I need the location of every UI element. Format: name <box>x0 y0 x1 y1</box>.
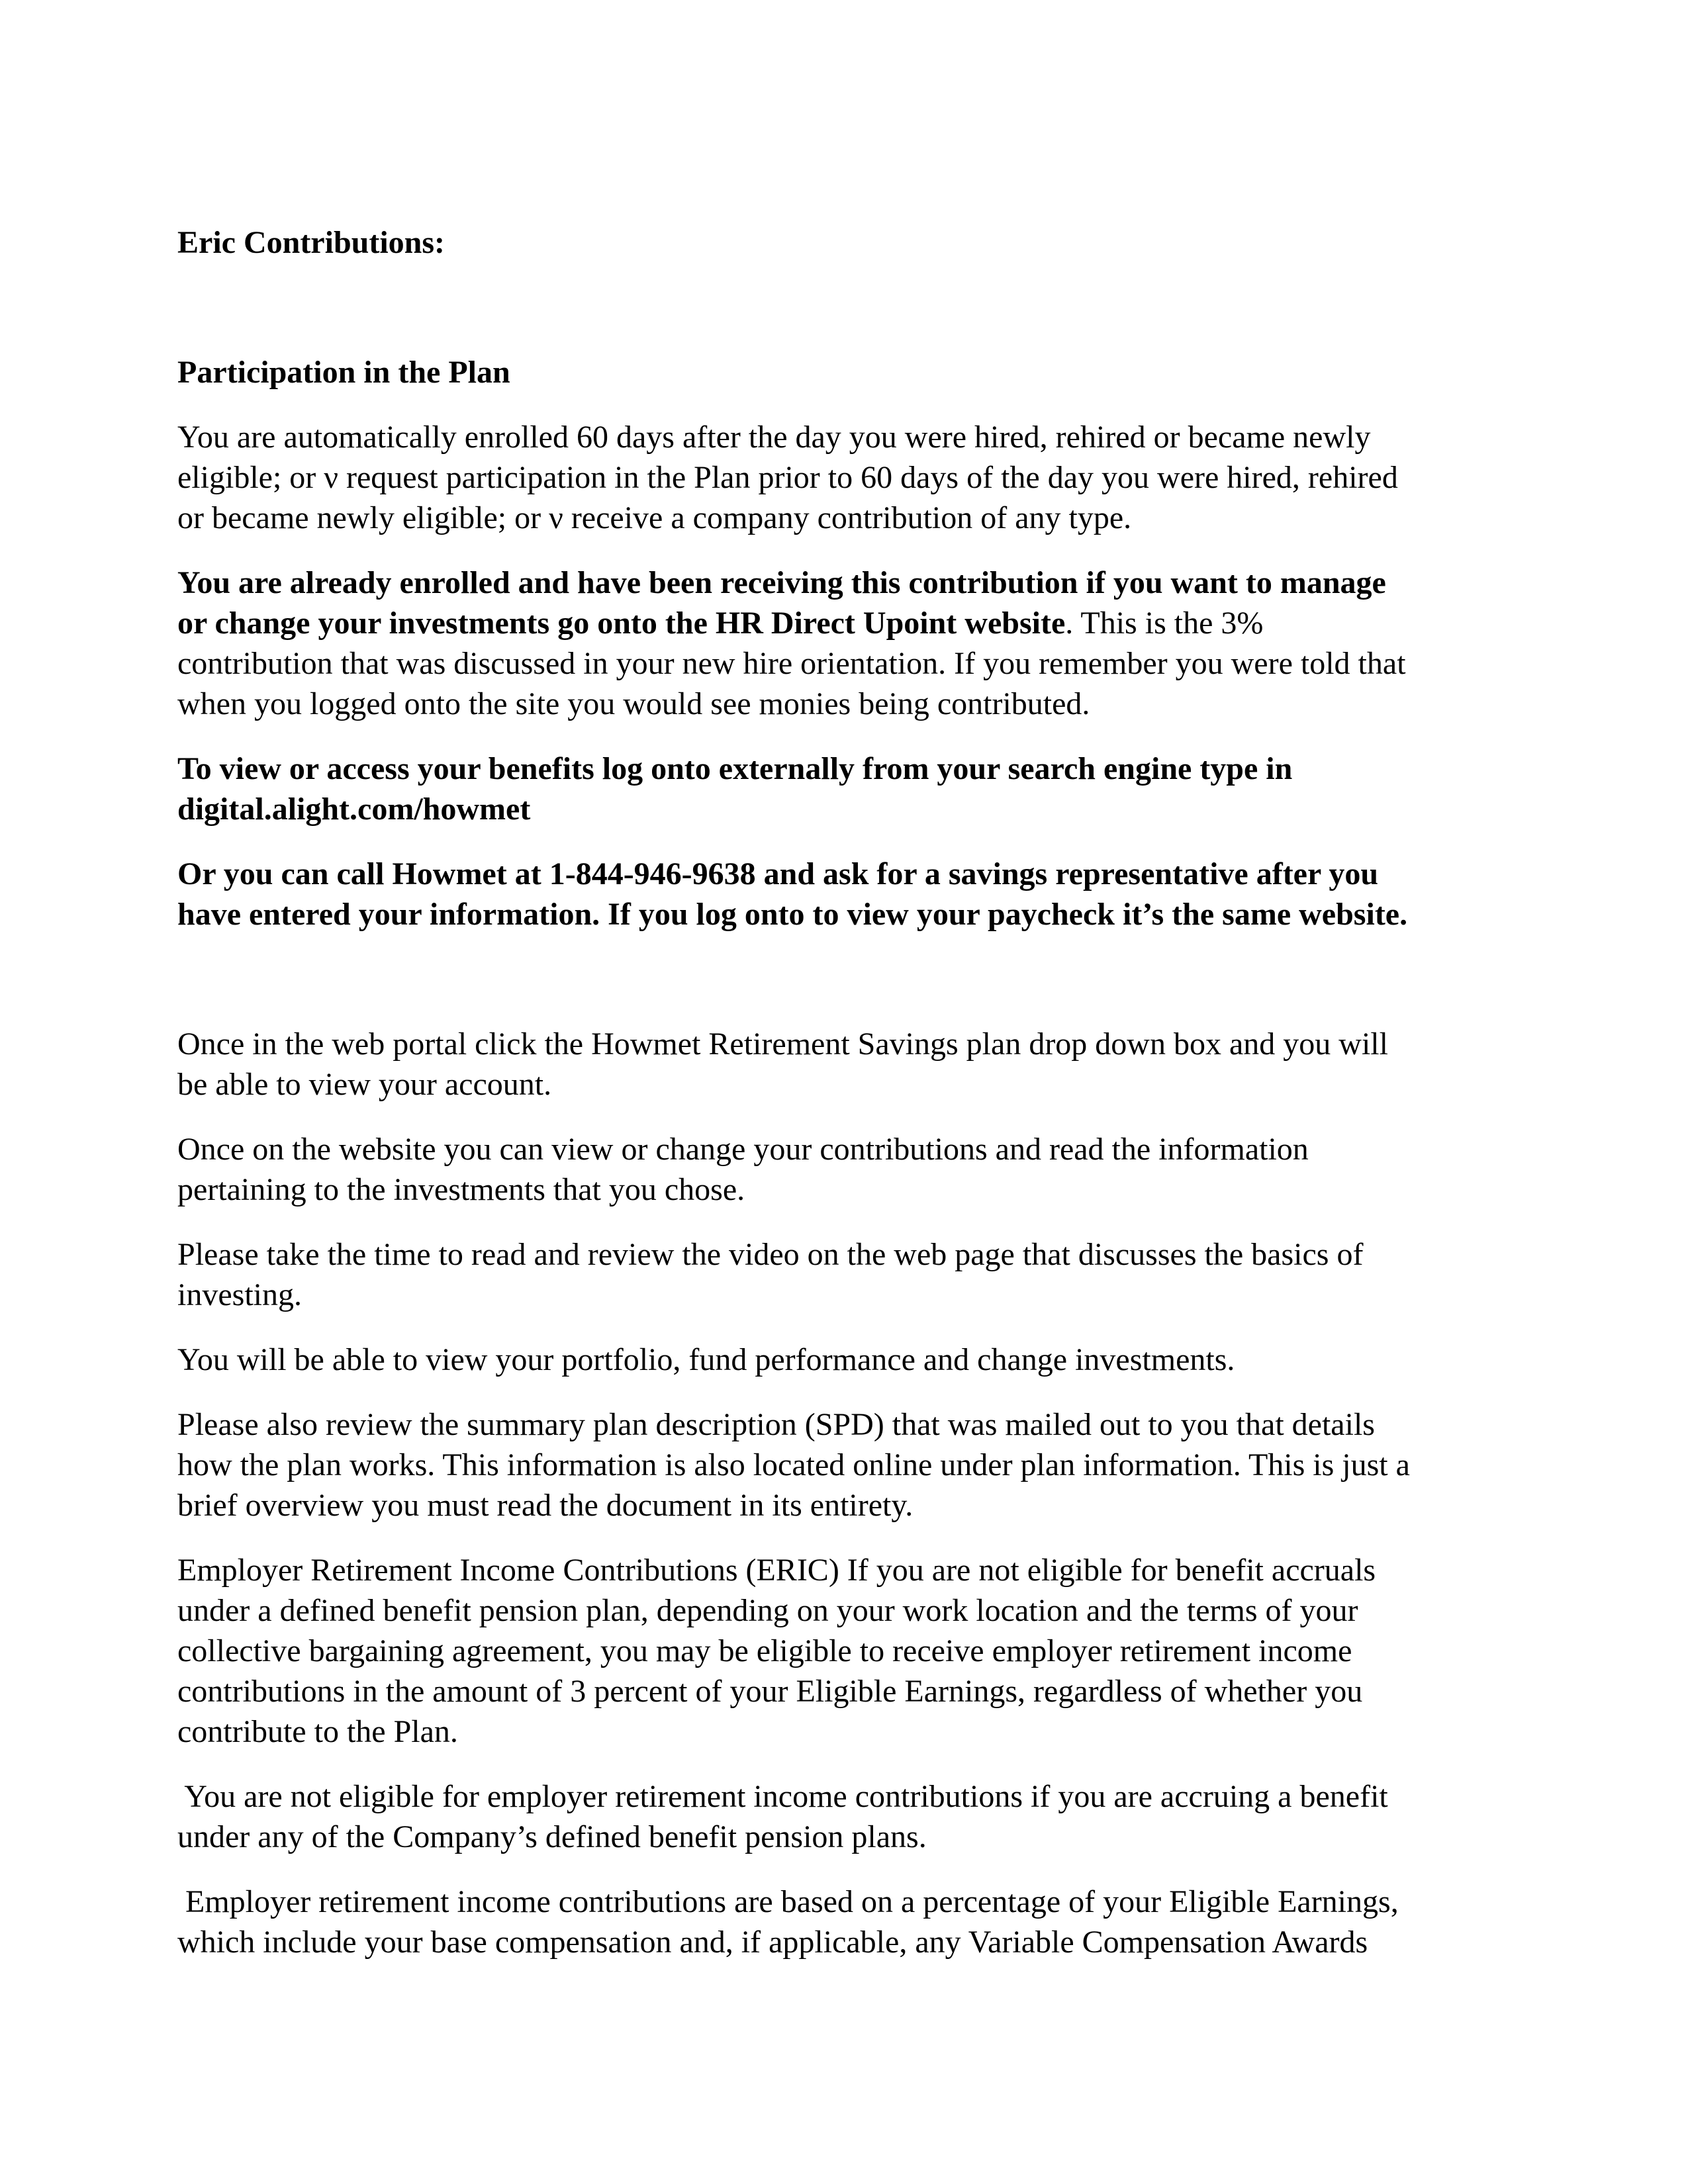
text-line <box>177 1711 1523 1752</box>
text-line <box>177 789 1523 829</box>
text-line <box>177 1817 1523 1857</box>
para-review-video <box>177 1234 1523 1315</box>
text-run: You are not eligible for employer retirement income contributions if you are accruing a benefit <box>177 1779 1388 1814</box>
heading-participation-in-the-plan <box>177 352 1523 392</box>
text-run: investing. <box>177 1277 302 1312</box>
text-line <box>177 1024 1523 1064</box>
text-run: You will be able to view your portfolio, fund performance and change investments. <box>177 1342 1235 1377</box>
text-run: Please take the time to read and review the video on the web page that discusses the basics of <box>177 1237 1364 1272</box>
text-line <box>177 1234 1523 1275</box>
empty-paragraph <box>177 959 1523 999</box>
text-run: collective bargaining agreement, you may be eligible to receive employer retirement income <box>177 1633 1352 1668</box>
text-line <box>177 287 1523 328</box>
text-run: . This is the 3% <box>1065 606 1264 641</box>
text-run: Once in the web portal click the Howmet Retirement Savings plan drop down box and you will <box>177 1026 1388 1062</box>
text-line <box>177 1404 1523 1445</box>
text-run: under any of the Company’s defined benefit pension plans. <box>177 1819 927 1854</box>
para-already-enrolled <box>177 563 1523 724</box>
text-line <box>177 643 1523 684</box>
text-line <box>177 1129 1523 1169</box>
text-line <box>177 1169 1523 1210</box>
text-line <box>177 854 1523 894</box>
text-run: Employer Retirement Income Contributions (ERIC) If you are not eligible for benefit accruals <box>177 1553 1376 1588</box>
para-review-spd <box>177 1404 1523 1525</box>
text-line <box>177 498 1523 538</box>
text-run: or change your investments go onto the HR Direct Upoint website <box>177 606 1066 641</box>
text-run: contribute to the Plan. <box>177 1714 458 1749</box>
text-run: brief overview you must read the document in its entirety. <box>177 1488 914 1523</box>
para-view-change-contributions <box>177 1129 1523 1210</box>
text-run: Please also review the summary plan description (SPD) that was mailed out to you that details <box>177 1407 1375 1442</box>
text-line <box>177 603 1523 643</box>
text-line <box>177 222 1523 263</box>
text-line <box>177 1922 1523 1962</box>
heading-eric-contributions <box>177 222 1523 263</box>
text-line <box>177 1776 1523 1817</box>
para-web-portal <box>177 1024 1523 1105</box>
text-run: contribution that was discussed in your new hire orientation. If you remember you were told that <box>177 646 1406 681</box>
text-line <box>177 417 1523 457</box>
text-run: how the plan works. This information is also located online under plan information. This is just a <box>177 1447 1410 1482</box>
text-run: You are already enrolled and have been receiving this contribution if you want to manage <box>177 565 1386 600</box>
para-view-or-access-benefits <box>177 749 1523 829</box>
text-run: which include your base compensation and, if applicable, any Variable Compensation Awards <box>177 1925 1368 1960</box>
text-run: To view or access your benefits log onto externally from your search engine type in <box>177 751 1293 786</box>
para-call-howmet <box>177 854 1523 934</box>
text-run: be able to view your account. <box>177 1067 552 1102</box>
text-run: digital.alight.com/howmet <box>177 792 531 827</box>
text-line <box>177 1340 1523 1380</box>
text-line <box>177 1590 1523 1631</box>
text-run: contributions in the amount of 3 percent of your Eligible Earnings, regardless of whether you <box>177 1674 1363 1709</box>
text-run: Once on the website you can view or change your contributions and read the information <box>177 1132 1309 1167</box>
text-line <box>177 563 1523 603</box>
document-body <box>177 222 1523 1962</box>
text-line <box>177 1631 1523 1671</box>
text-line <box>177 894 1523 934</box>
text-run: when you logged onto the site you would see monies being contributed. <box>177 686 1090 721</box>
text-run: You are automatically enrolled 60 days after the day you were hired, rehired or became newly <box>177 420 1371 455</box>
text-run: Participation in the Plan <box>177 355 510 390</box>
text-run: or became newly eligible; or ν receive a company contribution of any type. <box>177 500 1132 535</box>
text-run: under a defined benefit pension plan, depending on your work location and the terms of your <box>177 1593 1358 1628</box>
para-eric-contributions-detail <box>177 1550 1523 1752</box>
text-line <box>177 1445 1523 1485</box>
text-line <box>177 1275 1523 1315</box>
text-run: Or you can call Howmet at 1-844-946-9638 and ask for a savings representative after you <box>177 856 1379 891</box>
text-line <box>177 684 1523 724</box>
text-line <box>177 352 1523 392</box>
text-line <box>177 1485 1523 1525</box>
text-line <box>177 1550 1523 1590</box>
text-line <box>177 1671 1523 1711</box>
empty-paragraph <box>177 287 1523 328</box>
para-automatic-enrollment <box>177 417 1523 538</box>
text-line <box>177 749 1523 789</box>
text-run: eligible; or ν request participation in the Plan prior to 60 days of the day you were hired, rehired <box>177 460 1398 495</box>
text-run: have entered your information. If you log onto to view your paycheck it’s the same website. <box>177 897 1408 932</box>
para-view-portfolio <box>177 1340 1523 1380</box>
text-run: pertaining to the investments that you chose. <box>177 1172 745 1207</box>
para-percentage-eligible-earnings <box>177 1882 1523 1962</box>
text-run: Eric Contributions: <box>177 225 445 260</box>
text-line <box>177 959 1523 999</box>
text-run: Employer retirement income contributions are based on a percentage of your Eligible Earnings, <box>177 1884 1399 1919</box>
text-line <box>177 1064 1523 1105</box>
para-not-eligible <box>177 1776 1523 1857</box>
text-line <box>177 1882 1523 1922</box>
text-line <box>177 457 1523 498</box>
